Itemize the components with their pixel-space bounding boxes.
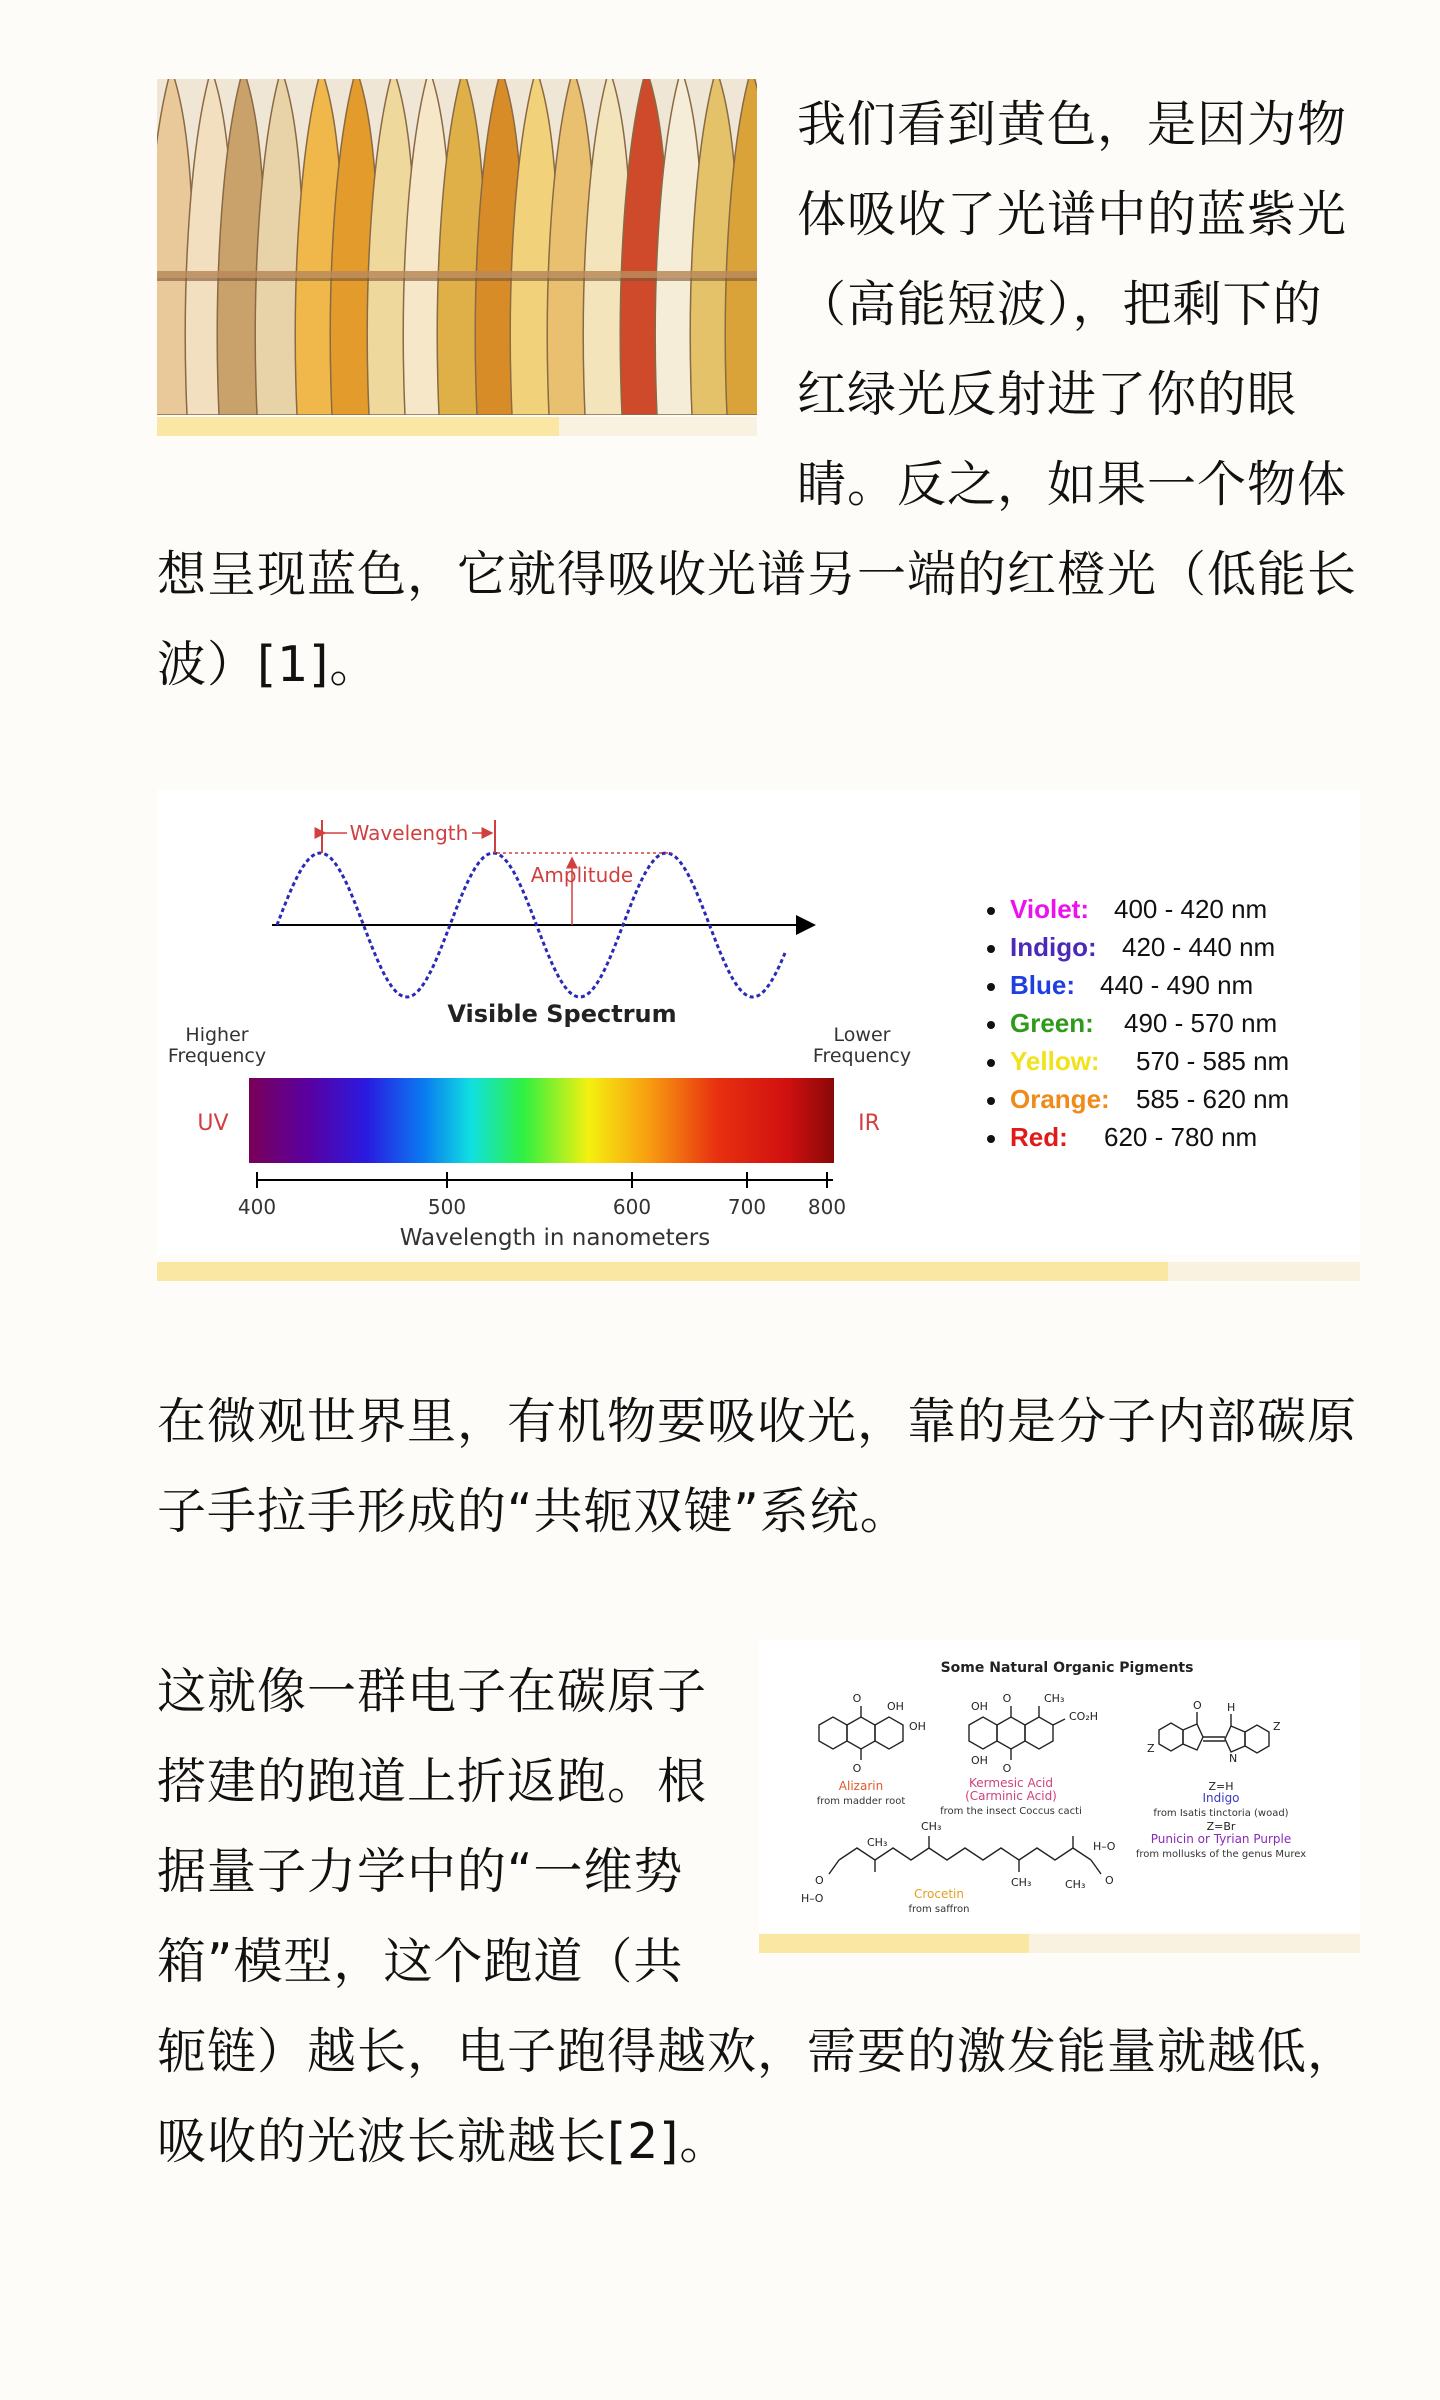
legend-color-name: Indigo: [1010,932,1097,962]
surfboards-photo [157,79,757,415]
uv-label: UV [197,1111,229,1136]
svg-text:CO₂H: CO₂H [1069,1710,1099,1723]
indigo-label: Indigo [1202,1791,1240,1805]
svg-text:Z: Z [1273,1720,1281,1733]
svg-text:CH₃: CH₃ [921,1820,942,1833]
paragraph-3-bottom [157,2007,1357,2187]
legend-range: 570 - 585 nm [1136,1046,1290,1076]
legend-bullet [987,945,995,953]
tick-label: 500 [427,1195,467,1219]
legend-bullet [987,1097,995,1105]
tick-label: 600 [612,1195,652,1219]
text-line: 箱”模型，这个跑道（共 [157,1933,684,1990]
paragraph-2 [157,1377,1357,1557]
alizarin-source: from madder root [816,1796,906,1807]
image-progress-bar [759,1934,1360,1953]
legend-bullet [987,1135,995,1143]
svg-text:CH₃: CH₃ [1011,1876,1032,1889]
text-line: 子手拉手形成的“共轭双键”系统。 [157,1483,910,1540]
kermesic-source: from the insect Coccus cacti [940,1806,1082,1817]
indigo-source: from Isatis tinctoria (woad) [1153,1808,1289,1819]
tick-label: 800 [807,1195,847,1219]
text-line: （高能短波），把剩下的 [797,276,1323,333]
text-line: 红绿光反射进了你的眼 [797,366,1298,423]
spectrum-band [249,1078,834,1163]
svg-text:CH₃: CH₃ [1065,1878,1086,1891]
svg-text:H–O: H–O [1093,1840,1116,1853]
text-line: 体吸收了光谱中的蓝紫光 [797,186,1348,243]
svg-text:O: O [852,1762,862,1775]
legend-range: 440 - 490 nm [1100,970,1254,1000]
svg-text:CH₃: CH₃ [867,1836,888,1849]
svg-text:OH: OH [887,1700,904,1713]
higher-frequency-label: Higher [185,1024,249,1046]
higher-frequency-label: Frequency [167,1045,267,1067]
image-progress-bar [157,417,757,436]
text-line: 这就像一群电子在碳原子 [157,1663,708,1720]
legend-range: 490 - 570 nm [1124,1008,1278,1038]
ir-label: IR [858,1111,880,1136]
kermesic-label: Kermesic Acid [969,1776,1053,1790]
text-line: 我们看到黄色，是因为物 [797,96,1348,153]
legend-bullet [987,907,995,915]
text-line: 睛。反之，如果一个物体 [797,456,1348,513]
svg-text:O: O [1193,1699,1202,1712]
legend-range: 420 - 440 nm [1122,932,1276,962]
punicin-label: Punicin or Tyrian Purple [1150,1832,1292,1846]
alizarin-label: Alizarin [838,1779,884,1793]
text-line: 波）[1]。 [157,636,380,693]
image-progress-fill [157,417,559,436]
svg-text:CH₃: CH₃ [1044,1692,1065,1705]
amplitude-label: Amplitude [530,863,634,887]
text-line: 在微观世界里，有机物要吸收光，靠的是分子内部碳原 [157,1393,1358,1450]
wavelength-label: Wavelength [349,821,469,845]
svg-text:O: O [852,1692,862,1705]
spectrum-title: Visible Spectrum [447,1000,677,1028]
legend-range: 585 - 620 nm [1136,1084,1290,1114]
legend-color-name: Red: [1010,1122,1068,1152]
visible-spectrum-diagram [157,790,1360,1255]
svg-text:H–O: H–O [801,1892,824,1905]
image-progress-bar [157,1262,1360,1281]
legend-color-name: Orange: [1010,1084,1110,1114]
svg-text:O: O [1002,1692,1012,1705]
text-line: 吸收的光波长就越长[2]。 [157,2113,730,2170]
legend-color-name: Yellow: [1010,1046,1100,1076]
svg-text:H: H [1227,1701,1236,1714]
legend-bullet [987,1021,995,1029]
lower-frequency-label: Frequency [812,1045,912,1067]
crocetin-source: from saffron [908,1904,970,1915]
text-line: 想呈现蓝色，它就得吸收光谱另一端的红橙光（低能长 [157,546,1358,603]
legend-color-name: Green: [1010,1008,1094,1038]
legend-range: 620 - 780 nm [1104,1122,1258,1152]
pigments-title: Some Natural Organic Pigments [940,1660,1194,1676]
svg-text:O: O [1002,1762,1012,1775]
lower-frequency-label: Lower [833,1024,891,1046]
svg-text:Z: Z [1147,1742,1155,1755]
paragraph-3-top [157,1647,707,2007]
text-line: 轭链）越长，电子跑得越欢，需要的激发能量就越低， [157,2023,1358,2080]
svg-text:OH: OH [909,1720,926,1733]
image-progress-fill [759,1934,1029,1953]
legend-bullet [987,983,995,991]
crocetin-label: Crocetin [913,1887,965,1901]
svg-text:N: N [1229,1752,1238,1765]
axis-label: Wavelength in nanometers [399,1225,711,1251]
text-line: 搭建的跑道上折返跑。根 [157,1753,708,1810]
svg-text:O: O [815,1874,824,1887]
text-line: 据量子力学中的“一维势 [157,1843,684,1900]
paragraph-1-top [797,80,1347,530]
image-progress-fill [157,1262,1168,1281]
punicin-source: from mollusks of the genus Murex [1135,1849,1307,1860]
svg-text:OH: OH [971,1754,988,1767]
legend-color-name: Blue: [1010,970,1075,1000]
tick-label: 400 [237,1195,277,1219]
organic-pigments-diagram [759,1640,1360,1932]
paragraph-1-bottom [157,530,1357,710]
tick-label: 700 [727,1195,767,1219]
punicin-z-label: Z=Br [1206,1820,1236,1833]
legend-bullet [987,1059,995,1067]
legend-color-name: Violet: [1010,894,1089,924]
svg-text:OH: OH [971,1700,988,1713]
carminic-label: (Carminic Acid) [965,1789,1057,1803]
indigo-z-label: Z=H [1208,1780,1234,1793]
legend-range: 400 - 420 nm [1114,894,1268,924]
svg-text:O: O [1105,1874,1114,1887]
